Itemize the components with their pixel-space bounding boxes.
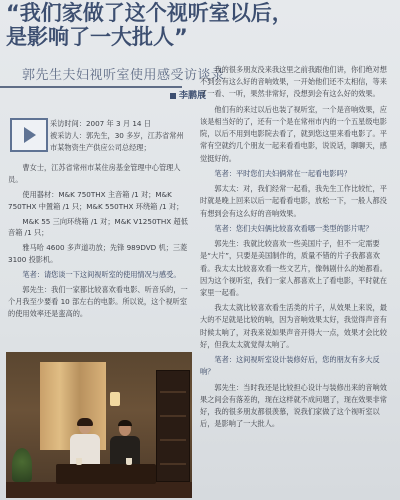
- answer-paragraph: 郭先生：我就比较喜欢一些美国片子，但不一定需要是“大片”，只要是美国制作的，质量不错的片子我都喜欢看。我太太比较喜欢看一些文艺片，像韩剧什么的她都看。因为这个视听室，我们一家人都喜欢上了看电影，平时就在家里一起看。: [200, 239, 387, 297]
- question-paragraph: 笔者：请您谈一下这间视听室的使用情况与感受。: [22, 270, 181, 279]
- play-triangle-icon: [24, 127, 36, 143]
- byline-square-icon: [170, 93, 176, 99]
- left-column: [8, 162, 190, 323]
- byline-author: 李鹏展: [179, 91, 207, 101]
- play-icon: [10, 118, 48, 152]
- interview-info: [50, 118, 190, 154]
- headline: [6, 2, 306, 49]
- info-line: 被采访人：郭先生，30 多岁，江苏省常州市某物资生产供应公司总经理；: [50, 130, 184, 152]
- info-line: M&K 55 三向环绕箱 /1 对；M&K V1250THX 超低音箱 /1 只；: [8, 216, 188, 238]
- right-column: [200, 64, 392, 434]
- interview-photo: [6, 352, 192, 498]
- headline-line-1: “我们家做了这个视听室以后，: [6, 1, 293, 25]
- answer-paragraph: 郭先生：当时我还是比较担心设计与装修出来的音响效果之间会有落差的，现在这样就不成问题了，现在效果非常好，我的很多朋友都很羡慕，说我们家做了这个视听室以后，是影响了一大批人。: [200, 382, 387, 429]
- question-paragraph: 笔者：这间视听室设计装修好后，您的朋友有多大反响？: [200, 355, 380, 377]
- answer-paragraph: 我太太就比较喜欢看生活类的片子，从效果上来说，最大的不足就是比较的响，因为音响效果太好，我觉得声音有时候太响了，对我来说如果声音开得大一点，效果才会比较好，但我太太就觉得太响了。: [200, 303, 387, 349]
- info-line: 使用器材：M&K 750THX 主音箱 /1 对；M&K 750THX 中置箱 /1 只；M&K 550THX 环绕箱 /1 对；: [8, 189, 184, 211]
- answer-paragraph: 郭先生：我们一家都比较喜欢看电影、听音乐的，一个月我至少要看 10 部左右的电影。所以说，这个视听室的使用效率还是蛮高的。: [8, 284, 188, 318]
- info-line: 曹女士，江苏省常州市某住房基金管理中心管理人员。: [8, 163, 181, 184]
- info-line: 雅马哈 4600 多声道功放；先锋 989DVD 机；三菱 3100 投影机。: [8, 243, 188, 265]
- question-paragraph: 笔者：平时您们夫妇俩常在一起看电影吗？: [214, 168, 351, 178]
- headline-line-2: 是影响了一大批人”: [6, 24, 188, 49]
- answer-paragraph: 我的很多朋友没来我这里之前我跟他们讲，你们绝对想不到会有这么好的音响效果，一开始他们还不太相信，等来了一看、一听，果然非常好，没想到会有这么好的效果。: [200, 65, 387, 99]
- question-paragraph: 笔者：您们夫妇俩比较喜欢看哪一类型的影片呢？: [214, 223, 373, 233]
- info-line: 采访时间：2007 年 3 月 14 日: [50, 119, 151, 128]
- byline-divider: [0, 86, 182, 88]
- subtitle: 郭先生夫妇视听室使用感受访谈录: [22, 68, 225, 83]
- answer-paragraph: 他们有的来过以后也装了视听室，一个是音响效果，应该是相当好的了，还有一个是在常州市内的一个五星级电影院，以后不用到电影院去看了，就到您这里来看电影了。平常有空就约几个朋友一起来看看电影，说说话，聊聊天，感觉挺好的。: [200, 104, 387, 163]
- answer-paragraph: 郭太太：对，我们经常一起看，我先生工作比较忙，平时就是晚上回来以后一起看看电影，放松一下，一般人都没有想到会有这么好的音响效果。: [200, 184, 387, 218]
